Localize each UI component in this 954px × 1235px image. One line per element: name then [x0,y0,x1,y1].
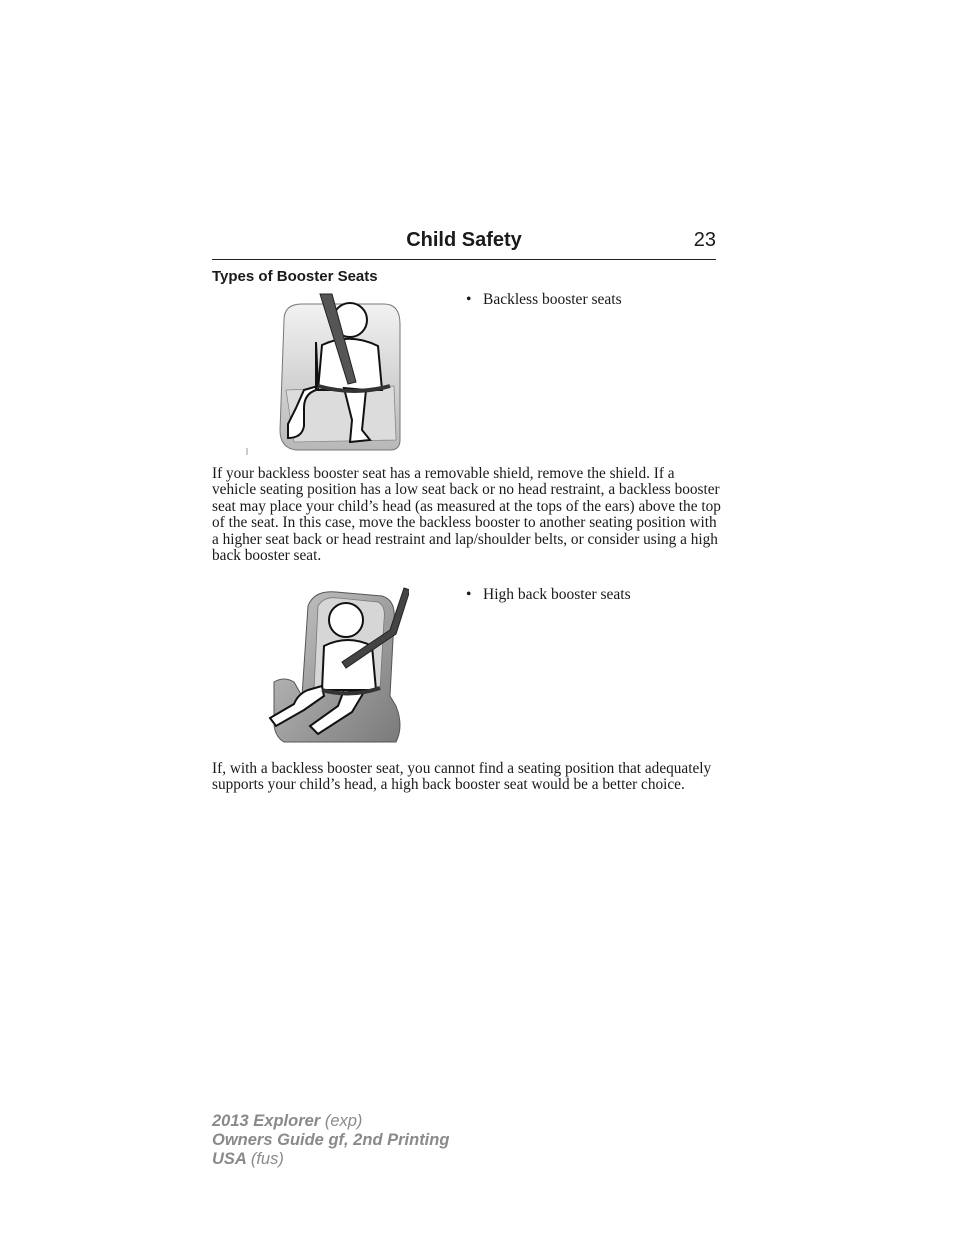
page-footer [212,1112,449,1169]
bullet-marker: • [466,586,472,603]
high-back-booster-illustration [264,586,409,746]
footer-line-3 [212,1150,449,1169]
bullet-high-back-booster [466,586,631,604]
bullet-marker: • [466,291,472,308]
footer-market: USA [212,1150,247,1168]
bullet-high-back-label: High back booster seats [483,586,631,603]
footer-line-2 [212,1131,449,1150]
footer-guide: Owners Guide gf, 2nd Printing [212,1131,450,1149]
footer-model-code: (exp) [324,1112,363,1130]
paragraph-high-back-info: If, with a backless booster seat, you cannot find a seating position that adequately supports your child’s head, a high back booster seat would be a better choice. [212,760,712,794]
page-number: 23 [693,229,716,251]
chapter-title: Child Safety [406,229,522,251]
footer-line-1 [212,1112,449,1131]
bullet-backless-label: Backless booster seats [483,291,622,308]
section-title: Types of Booster Seats [212,268,378,285]
backless-booster-illustration [244,290,404,455]
page-header [212,229,716,260]
footer-model: 2013 Explorer [212,1112,321,1130]
paragraph-backless-info: If your backless booster seat has a removable shield, remove the shield. If a vehicle seating position has a low seat back or no head restraint, a backless booster seat may place your child’s head (as measured at the tops of the ears) above the top of the seat. In this case, move the backless booster to another seating position with a higher seat back or head restraint and lap/shoulder belts, or consider using a high back booster seat. [212,465,721,565]
footer-market-code: (fus) [250,1150,284,1168]
bullet-backless-booster [466,291,622,309]
